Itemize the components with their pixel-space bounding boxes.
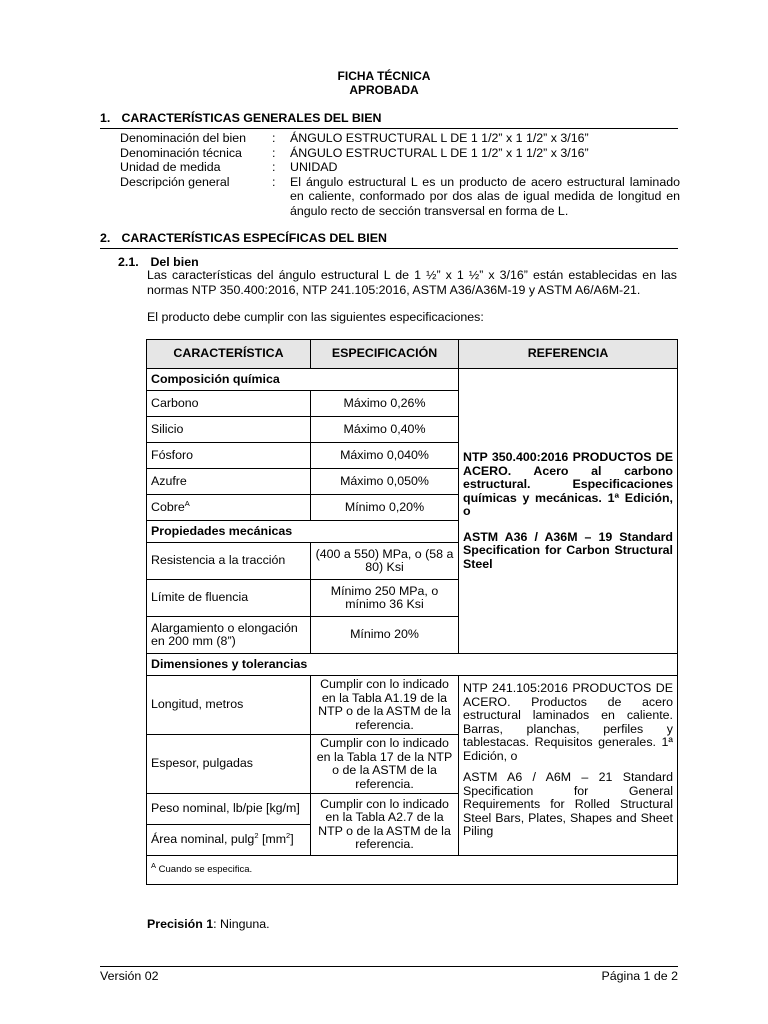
characteristic-cell: Peso nominal, lb/pie [kg/m]: [147, 794, 311, 825]
general-separator: :: [272, 145, 276, 160]
superscript: 2: [286, 831, 291, 841]
general-characteristics-table: [120, 131, 680, 218]
general-value: UNIDAD: [290, 160, 338, 174]
subsection-number: 2.1.: [118, 255, 139, 269]
characteristic-cell: Azufre: [147, 469, 311, 495]
subsection-heading: [100, 255, 199, 269]
footer-divider: [100, 966, 678, 967]
standards-paragraph: Las características del ángulo estructural L de 1 ½” x 1 ½” x 3/16” están establecidas en las normas NTP 350.400:2016, NTP 241.105:2016, ASTM A36/A36M-19 y ASTM A6/A6M-21.: [147, 268, 677, 297]
section-2-heading: [100, 231, 678, 249]
characteristic-cell: Silicio: [147, 417, 311, 443]
header-characteristic: CARACTERÍSTICA: [147, 340, 311, 369]
document-title: FICHA TÉCNICA: [337, 69, 431, 83]
general-separator: :: [272, 160, 276, 174]
specification-cell: Cumplir con lo indicado en la Tabla 17 de la NTP o de la ASTM de la referencia.: [311, 735, 459, 794]
reference-cell-1: [459, 369, 678, 654]
general-separator: :: [272, 131, 276, 145]
table-footnote: [147, 856, 678, 885]
characteristic-cell: Límite de fluencia: [147, 580, 311, 617]
characteristic-cell: Carbono: [147, 391, 311, 417]
header-reference: REFERENCIA: [459, 340, 678, 369]
general-row: [120, 160, 680, 175]
specification-cell: Cumplir con lo indicado en la Tabla A2.7 de la NTP o de la ASTM de la referencia.: [311, 794, 459, 856]
area-unit-end: ]: [290, 832, 294, 847]
table-footnote-row: [147, 856, 678, 885]
specification-cell: (400 a 550) MPa, o (58 a 80) Ksi: [311, 543, 459, 580]
subsection-title: Del bien: [150, 255, 199, 269]
specifications-table: [146, 339, 678, 885]
table-header-row: [147, 340, 678, 369]
reference-ntp-350: NTP 350.400:2016 PRODUCTOS DE ACERO. Acero al carbono estructural. Especificaciones químicas y mecánicas. 1ª Edición, o: [463, 450, 673, 518]
characteristic-cell: Espesor, pulgadas: [147, 735, 311, 794]
precision-text: : Ninguna.: [213, 917, 270, 931]
footer-version: Versión 02: [100, 969, 159, 983]
general-row: [120, 146, 680, 161]
footer-page-number: Página 1 de 2: [601, 969, 678, 983]
specification-cell: Máximo 0,050%: [311, 469, 459, 495]
group-row: [147, 369, 678, 391]
specification-cell: Mínimo 20%: [311, 617, 459, 654]
area-unit: [mm: [258, 832, 287, 847]
characteristic-name: Cobre: [151, 499, 185, 514]
general-label: Unidad de medida: [120, 160, 221, 174]
precision-note: [147, 917, 270, 931]
characteristic-cell: Fósforo: [147, 443, 311, 469]
reference-cell-2: [459, 676, 678, 856]
general-value: ÁNGULO ESTRUCTURAL L DE 1 1/2” x 1 1/2” x 3/16”: [290, 131, 589, 145]
general-label: Descripción general: [120, 174, 230, 189]
section-2-number: 2.: [100, 231, 111, 245]
section-1-heading: [100, 111, 678, 129]
specification-cell: Mínimo 250 MPa, o mínimo 36 Ksi: [311, 580, 459, 617]
footnote-marker: A: [184, 498, 190, 508]
section-2-title: CARACTERÍSTICAS ESPECÍFICAS DEL BIEN: [121, 231, 387, 245]
group-chemical-composition: Composición química: [147, 369, 459, 391]
general-row: [120, 131, 680, 146]
general-value: El ángulo estructural L es un producto de acero estructural laminado en caliente, conformado por dos alas de igual medida de longitud en ángulo recto de sección transversal en forma de L.: [290, 174, 680, 218]
specification-cell: Cumplir con lo indicado en la Tabla A1.19 de la NTP o de la ASTM de la referencia.: [311, 676, 459, 735]
characteristic-cell: [147, 825, 311, 856]
reference-astm-a6: ASTM A6 / A6M – 21 Standard Specification for General Requirements for Rolled Structural Steel Bars, Plates, Shapes and Sheet Piling: [463, 770, 673, 838]
header-specification: ESPECIFICACIÓN: [311, 340, 459, 369]
section-1-title: CARACTERÍSTICAS GENERALES DEL BIEN: [121, 111, 382, 125]
section-1-number: 1.: [100, 111, 111, 125]
group-dimensions-tolerances: Dimensiones y tolerancias: [147, 654, 678, 676]
group-mechanical-properties: Propiedades mecánicas: [147, 521, 459, 543]
footnote-marker: A: [151, 861, 157, 871]
general-label: Denominación técnica: [120, 145, 242, 160]
table-row: [147, 676, 678, 735]
characteristic-cell: Longitud, metros: [147, 676, 311, 735]
characteristic-cell: Resistencia a la tracción: [147, 543, 311, 580]
precision-label: Precisión 1: [147, 917, 214, 931]
specification-cell: Máximo 0,040%: [311, 443, 459, 469]
specification-cell: Máximo 0,26%: [311, 391, 459, 417]
general-label: Denominación del bien: [120, 131, 247, 145]
document-subtitle: APROBADA: [349, 83, 419, 97]
specification-cell: Máximo 0,40%: [311, 417, 459, 443]
characteristic-cell: [147, 495, 311, 521]
general-separator: :: [272, 174, 276, 189]
group-row: [147, 654, 678, 676]
footnote-text: Cuando se especifica.: [156, 864, 253, 876]
characteristic-cell: Alargamiento o elongación en 200 mm (8”): [147, 617, 311, 654]
reference-ntp-241: NTP 241.105:2016 PRODUCTOS DE ACERO. Productos de acero estructural laminados en caliente. Barras, planchas, perfiles y tablestacas. Requisitos generales. 1ª Edición, o: [463, 681, 673, 763]
reference-astm-a36: ASTM A36 / A36M – 19 Standard Specification for Carbon Structural Steel: [463, 529, 673, 571]
specification-cell: Mínimo 0,20%: [311, 495, 459, 521]
general-value: ÁNGULO ESTRUCTURAL L DE 1 1/2” x 1 1/2” x 3/16”: [290, 145, 589, 160]
area-label: Área nominal, pulg: [151, 832, 255, 847]
superscript: 2: [254, 831, 259, 841]
specifications-intro: El producto debe cumplir con las siguientes especificaciones:: [147, 310, 484, 324]
general-row: [120, 175, 680, 219]
